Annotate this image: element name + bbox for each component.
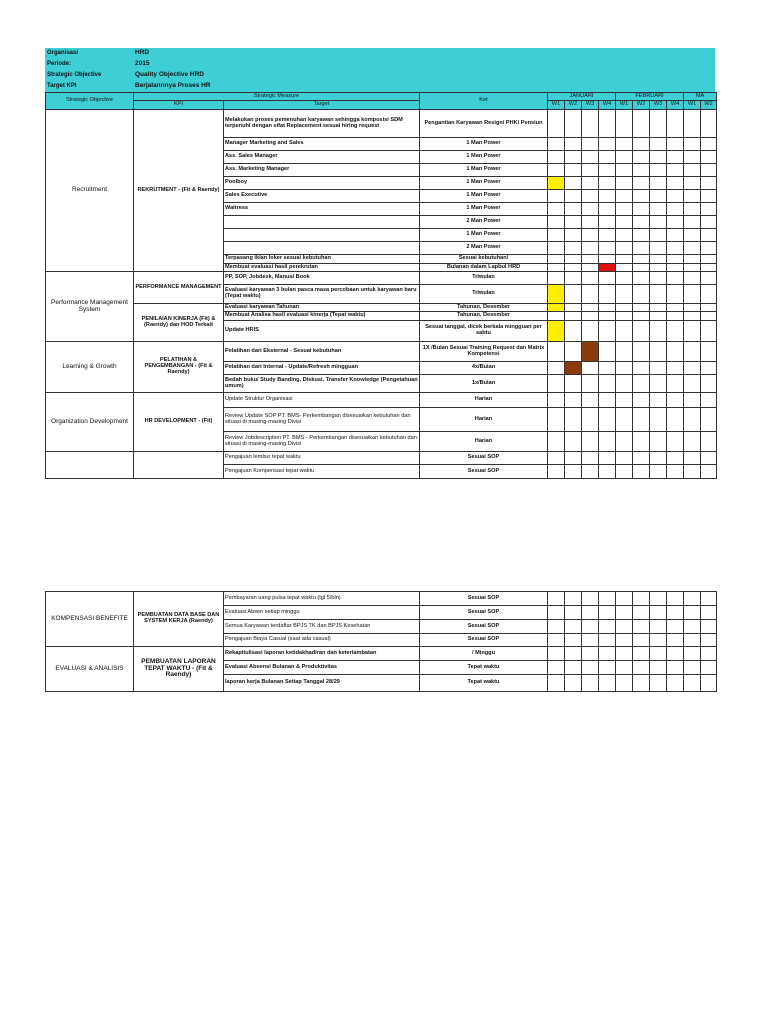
- ket-cell: 2 Man Power: [420, 216, 548, 229]
- ket-cell: 1 Man Power: [420, 164, 548, 177]
- kpi-penilaian-kinerja: PENILAIAN KINERJA (Fit) & (Raendy) dan HOD Terkait: [134, 304, 224, 342]
- target-cell: Update Struktur Organisasi: [224, 393, 420, 408]
- ket-cell: Harian: [420, 408, 548, 432]
- ket-cell: 1 Man Power: [420, 203, 548, 216]
- ket-cell: 1 Man Power: [420, 151, 548, 164]
- objective-kompensasi: KOMPENSASI BENEFITE: [46, 592, 134, 647]
- table-row: [46, 393, 717, 408]
- col-header-month-februari: FEBRUARI: [616, 93, 684, 101]
- target-cell: Evaluasi Absensi Bulanan & Produktivitas: [224, 661, 420, 675]
- table-row: [46, 304, 717, 312]
- table-row: [46, 110, 717, 138]
- ket-cell: Triwulan: [420, 285, 548, 304]
- col-header-month-januari: JANUARI: [548, 93, 616, 101]
- header-value-target: Berjalannnya Proses HR: [135, 82, 211, 89]
- schedule-mark-yellow: [548, 285, 565, 304]
- target-cell: Ass. Sales Manager: [224, 151, 420, 164]
- target-cell: Membuat Analisa hasil evaluasi kinerja (Tepat waktu): [224, 312, 420, 321]
- ket-cell: 1x/Bulan: [420, 375, 548, 393]
- schedule-mark-yellow: [548, 321, 565, 342]
- objective-evaluasi: EVALUASI & ANALISIS: [46, 647, 134, 692]
- col-header-week: W4: [599, 101, 616, 110]
- ket-cell: Tepat waktu: [420, 661, 548, 675]
- target-cell: Pembayaran uang pulsa tepat waktu (tgl 5/bln): [224, 592, 420, 606]
- target-cell: [224, 242, 420, 255]
- ket-cell: Sesuai SOP: [420, 620, 548, 634]
- kpi-performance-management: PERFORMANCE MANAGEMENT: [134, 272, 224, 304]
- target-cell: Bedah buku/ Study Banding, Diskusi, Transfer Knowledge (Pengetahuan umum): [224, 375, 420, 393]
- target-cell: Evaluasi Absen setiap minggu: [224, 606, 420, 620]
- objective-learning-growth: Learning & Growth: [46, 342, 134, 393]
- col-header-kpi: KPI: [134, 101, 224, 110]
- ket-cell: Triwulan: [420, 272, 548, 285]
- col-header-week: W1: [548, 101, 565, 110]
- header-label-organisasi: Organisasi: [47, 50, 79, 56]
- schedule-mark-brown: [582, 342, 599, 362]
- ket-cell: Sesuai tanggal, dicek berkala mingguan per sabtu: [420, 321, 548, 342]
- ket-cell: Tepat waktu: [420, 675, 548, 692]
- col-header-strategic-measure: Strategic Measure: [134, 93, 420, 101]
- target-cell: Sales Executive: [224, 190, 420, 203]
- schedule-mark-yellow: [548, 177, 565, 190]
- ket-cell: Pengantian Karyawan Resign/ PHK/ Pensiun: [420, 110, 548, 138]
- kpi-table-continued: [45, 591, 717, 692]
- col-header-week: W1: [684, 101, 701, 110]
- ket-cell: Sesuai SOP: [420, 634, 548, 647]
- table-row: [46, 592, 717, 606]
- header-value-periode: 2015: [135, 60, 150, 67]
- target-cell: Evaluasi karyawan Tahunan: [224, 304, 420, 312]
- header-value-objective: Quality Objective HRD: [135, 71, 204, 78]
- target-cell: Review Jobdescription PT. BMS - Perkembangan disesuaikan kebutuhan dan situasi di masing-masing Divisi: [224, 432, 420, 452]
- ket-cell: Tahunan, Desember: [420, 304, 548, 312]
- col-header-week: W2: [701, 101, 717, 110]
- target-cell: Pengajuan lembur tepat waktu: [224, 452, 420, 465]
- col-header-month-maret: MA: [684, 93, 717, 101]
- col-header-ket: Ket: [420, 93, 548, 110]
- kpi-recruitment: REKRUTMENT - (Fit & Raendy): [134, 110, 224, 272]
- header-label-target: Target KPI: [47, 83, 77, 89]
- ket-cell: Bulanan dalam Lapbul HRD: [420, 264, 548, 272]
- target-cell: Rekapitulisasi laporan ketidakhadiran dan keterlambatan: [224, 647, 420, 661]
- ket-cell: Harian: [420, 432, 548, 452]
- header-value-organisasi: HRD: [135, 49, 150, 56]
- kpi-blank: [134, 452, 224, 479]
- header-label-periode: Periode:: [47, 61, 72, 67]
- col-header-week: W3: [650, 101, 667, 110]
- objective-performance: Performance Management System: [46, 272, 134, 342]
- ket-cell: Sesuai SOP: [420, 592, 548, 606]
- ket-cell: 2 Man Power: [420, 242, 548, 255]
- col-header-target: Target: [224, 101, 420, 110]
- kpi-table: [45, 92, 717, 479]
- target-cell: Review Update SOP PT. BMS- Perkembangan disesuaikan kebutuhan dan situasi di masing-masing Divisi: [224, 408, 420, 432]
- target-cell: Pengajuan Kompensasi tepat waktu: [224, 465, 420, 479]
- schedule-mark-red: [599, 264, 616, 272]
- target-cell: Evaluasi karyawan 3 bulan pasca masa percobaan untuk karyawan baru (Tepat waktu): [224, 285, 420, 304]
- table-row: [46, 452, 717, 465]
- ket-cell: Sesuai SOP: [420, 452, 548, 465]
- target-cell: [224, 216, 420, 229]
- ket-cell: 4x/Bulan: [420, 362, 548, 375]
- ket-cell: Sesuai kebutuhan/: [420, 255, 548, 264]
- col-header-strategic-objective: Strategic Objective: [46, 93, 134, 110]
- schedule-mark-yellow: [548, 304, 565, 312]
- ket-cell: Harian: [420, 393, 548, 408]
- col-header-week: W2: [565, 101, 582, 110]
- ket-cell: 1X /Bulan Sesuai Training Request dan Matrix Kompetensi: [420, 342, 548, 362]
- target-cell: Update HRIS: [224, 321, 420, 342]
- col-header-week: W1: [616, 101, 633, 110]
- table-row: [46, 342, 717, 362]
- target-cell: [224, 229, 420, 242]
- col-header-week: W3: [582, 101, 599, 110]
- schedule-mark-brown: [565, 362, 582, 375]
- ket-cell: 1 Man Power: [420, 138, 548, 151]
- target-cell: Terpasang iklan loker sesuai kebutuhan: [224, 255, 420, 264]
- target-cell: Melakukan proses pemenuhan karyawan sehingga komposisi SDM terpenuhi dengan sifat Replacement sesuai hiring request: [224, 110, 420, 138]
- objective-recruitment: Recruitment: [46, 110, 134, 272]
- target-cell: Pelatihan dari Internal - Update/Refresh mingguan: [224, 362, 420, 375]
- sheet-header: [45, 48, 715, 92]
- target-cell: Pengajuan Biaya Casual (saat ada casual): [224, 634, 420, 647]
- target-cell: Membuat evaluasi hasil perekrutan: [224, 264, 420, 272]
- objective-blank: [46, 452, 134, 479]
- table-row: [46, 272, 717, 285]
- col-header-week: W4: [667, 101, 684, 110]
- header-label-objective: Strategic Objective: [47, 72, 102, 78]
- target-cell: Waitress: [224, 203, 420, 216]
- ket-cell: 1 Man Power: [420, 229, 548, 242]
- kpi-laporan: PEMBUATAN LAPORAN TEPAT WAKTU - (Fit & Raendy): [134, 647, 224, 692]
- kpi-sheet: [45, 48, 715, 479]
- kpi-pelatihan: PELATIHAN & PENGEMBANGAN - (Fit & Raendy): [134, 342, 224, 393]
- kpi-database: PEMBUATAN DATA BASE DAN SYSTEM KERJA (Raendy): [134, 592, 224, 647]
- objective-organization-development: Organization Development: [46, 393, 134, 452]
- target-cell: Ass. Marketing Manager: [224, 164, 420, 177]
- col-header-week: W2: [633, 101, 650, 110]
- table-row: [46, 647, 717, 661]
- ket-cell: 1 Man Power: [420, 177, 548, 190]
- target-cell: Poolboy: [224, 177, 420, 190]
- ket-cell: / Minggu: [420, 647, 548, 661]
- ket-cell: Sesuai SOP: [420, 606, 548, 620]
- ket-cell: 1 Man Power: [420, 190, 548, 203]
- target-cell: PP, SOP, Jobdesk, Manual Book: [224, 272, 420, 285]
- ket-cell: Tahunan, Desember: [420, 312, 548, 321]
- ket-cell: Sesuai SOP: [420, 465, 548, 479]
- kpi-hr-development: HR DEVELOPMENT - (Fit): [134, 393, 224, 452]
- target-cell: Semua Karyawan terdaftar BPJS TK dan BPJS Kesehatan: [224, 620, 420, 634]
- target-cell: Pelatihan dari Eksternal - Sesuai kebutuhan: [224, 342, 420, 362]
- target-cell: Manager Marketing and Sales: [224, 138, 420, 151]
- target-cell: laporan kerja Bulanan Setiap Tanggal 28/29: [224, 675, 420, 692]
